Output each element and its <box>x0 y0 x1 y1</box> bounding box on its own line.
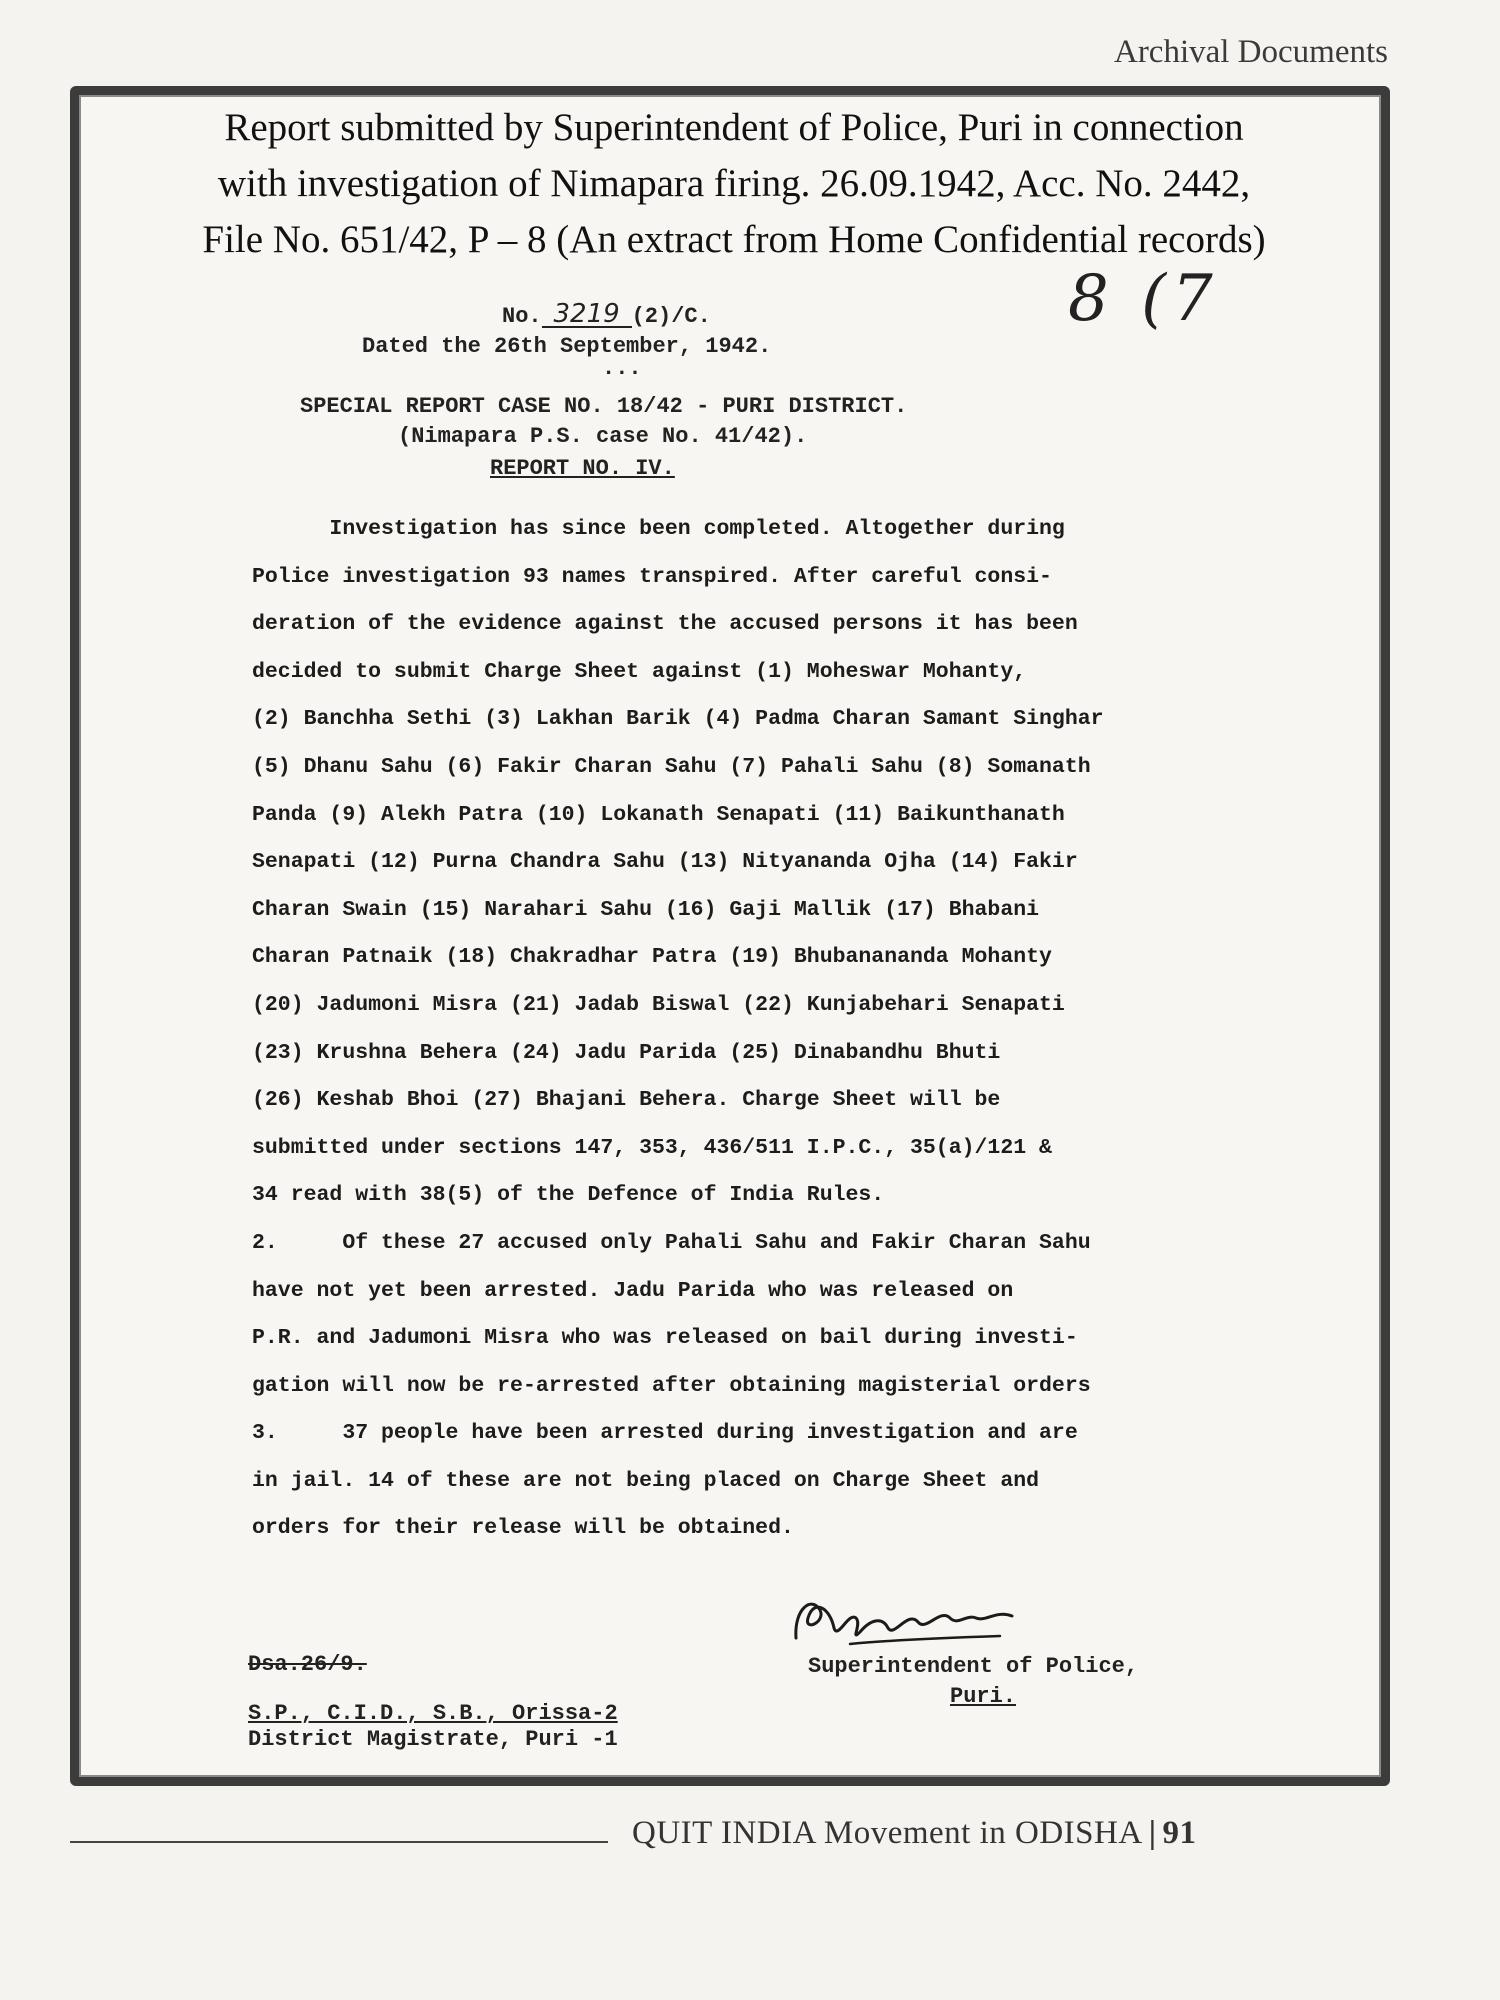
signatory-place: Puri. <box>950 1684 1017 1709</box>
despatch-note: Dsa.26/9. <box>248 1652 367 1677</box>
case-title: SPECIAL REPORT CASE NO. 18/42 - PURI DISTRICT. <box>300 394 908 419</box>
body-line: (5) Dhanu Sahu (6) Fakir Charan Sahu (7) Pahali Sahu (8) Somanath <box>252 754 1091 779</box>
body-line: (20) Jadumoni Misra (21) Jadab Biswal (22) Kunjabehari Senapati <box>252 992 1065 1017</box>
letter-number-filled: 3219 <box>542 302 632 328</box>
body-line: Investigation has since been completed. Altogether during <box>252 517 1065 541</box>
footer-title: QUIT INDIA Movement in ODISHA <box>632 1815 1143 1851</box>
body-line: (26) Keshab Bhoi (27) Bhajani Behera. Charge Sheet will be <box>252 1088 1001 1113</box>
signatory-block <box>808 1652 1138 1712</box>
body-line: Charan Swain (15) Narahari Sahu (16) Gaji Mallik (17) Bhabani <box>252 897 1040 922</box>
copy-recipient: District Magistrate, Puri -1 <box>248 1727 618 1752</box>
body-line: P.R. and Jadumoni Misra who was released on bail during investi- <box>252 1326 1078 1351</box>
body-line: Senapati (12) Purna Chandra Sahu (13) Nityananda Ojha (14) Fakir <box>252 850 1078 875</box>
report-body <box>252 506 1292 1553</box>
case-subtitle: (Nimapara P.S. case No. 41/42). <box>398 424 808 449</box>
letter-number-suffix: (2)/C. <box>631 304 711 329</box>
copy-list <box>248 1701 618 1753</box>
letter-number <box>502 299 711 329</box>
body-line: gation will now be re-arrested after obtaining magisterial orders <box>252 1373 1091 1398</box>
body-line: decided to submit Charge Sheet against (1) Moheswar Mohanty, <box>252 659 1027 684</box>
letter-number-prefix: No. <box>502 304 542 329</box>
body-line: 3. 37 people have been arrested during investigation and are <box>252 1421 1078 1446</box>
heading-line-3: File No. 651/42, P – 8 (An extract from Home Confidential records) <box>202 218 1266 261</box>
body-line: 34 read with 38(5) of the Defence of India Rules. <box>252 1183 885 1208</box>
body-line: Police investigation 93 names transpired. After careful consi- <box>252 564 1052 589</box>
body-line: 2. Of these 27 accused only Pahali Sahu and Fakir Charan Sahu <box>252 1230 1091 1255</box>
body-line: (23) Krushna Behera (24) Jadu Parida (25) Dinabandhu Bhuti <box>252 1040 1001 1065</box>
document-heading <box>84 100 1384 268</box>
signature-mark <box>790 1588 1020 1658</box>
body-line: submitted under sections 147, 353, 436/511 I.P.C., 35(a)/121 & <box>252 1135 1052 1160</box>
body-line: Charan Patnaik (18) Chakradhar Patra (19) Bhubanananda Mohanty <box>252 945 1052 970</box>
header-dots: ... <box>602 356 642 381</box>
body-line: Panda (9) Alekh Patra (10) Lokanath Senapati (11) Baikunthanath <box>252 802 1065 827</box>
body-line: have not yet been arrested. Jadu Parida who was released on <box>252 1278 1014 1303</box>
body-line: (2) Banchha Sethi (3) Lakhan Barik (4) Padma Charan Samant Singhar <box>252 707 1104 732</box>
page-number: 91 <box>1162 1815 1197 1851</box>
body-line: orders for their release will be obtained. <box>252 1516 794 1541</box>
letter-date: Dated the 26th September, 1942. <box>362 334 772 359</box>
page-footer <box>632 1815 1196 1852</box>
body-line: deration of the evidence against the accused persons it has been <box>252 612 1078 637</box>
footer-rule <box>70 1841 608 1843</box>
copy-recipient: S.P., C.I.D., S.B., Orissa-2 <box>248 1701 618 1726</box>
handwritten-folio-number: 8 (7 <box>1068 262 1219 336</box>
running-head: Archival Documents <box>1113 34 1388 70</box>
heading-line-1: Report submitted by Superintendent of Police, Puri in connection <box>224 106 1244 149</box>
report-number: REPORT NO. IV. <box>490 456 675 481</box>
heading-line-2: with investigation of Nimapara firing. 26.09.1942, Acc. No. 2442, <box>217 162 1251 205</box>
signatory-designation: Superintendent of Police, <box>808 1654 1139 1679</box>
body-line: in jail. 14 of these are not being placed on Charge Sheet and <box>252 1468 1040 1493</box>
footer-separator: | <box>1148 1815 1157 1851</box>
